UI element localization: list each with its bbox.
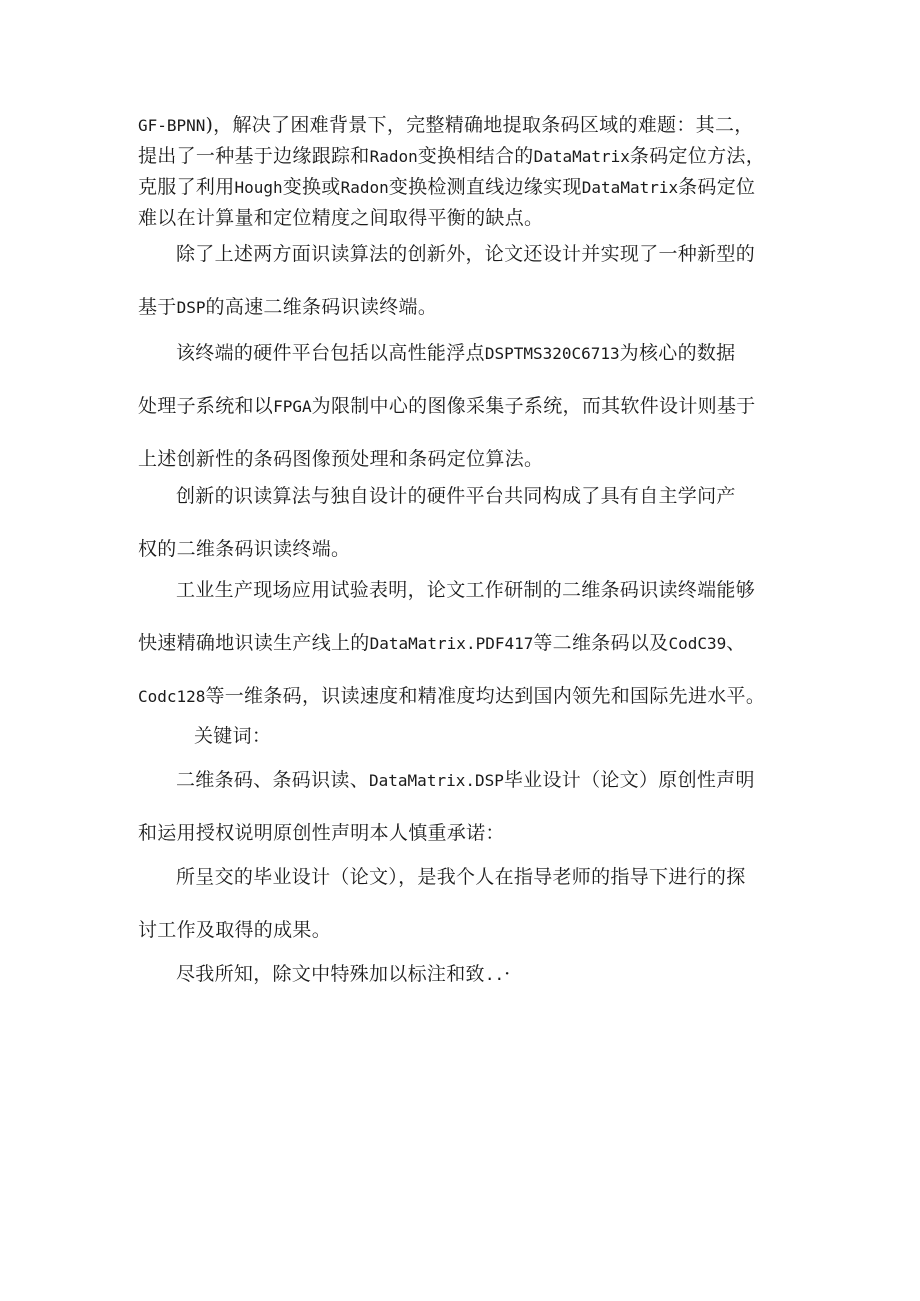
text-line: 和运用授权说明原创性声明本人慎重承诺： [138, 822, 505, 844]
text-line: 基于DSP的高速二维条码识读终端。 [138, 296, 438, 318]
text-line: 权的二维条码识读终端。 [138, 538, 351, 560]
text-line: 工业生产现场应用试验表明，论文工作研制的二维条码识读终端能够 [176, 579, 756, 601]
text-line: 上述创新性的条码图像预处理和条码定位算法。 [138, 448, 544, 470]
paragraph-keywords-declaration [138, 754, 788, 860]
text-line: 该终端的硬件平台包括以高性能浮点DSPTMS320C6713为核心的数据 [176, 342, 736, 364]
paragraph-declaration-body [138, 851, 788, 957]
text-line: 快速精确地识读生产线上的DataMatrix.PDF417等二维条码以及CodC39、 [138, 632, 746, 654]
text-line: GF-BPNN)，解决了困难背景下，完整精确地提取条码区域的难题：其二， [138, 114, 754, 136]
paragraph-abstract-continued [138, 110, 788, 234]
text-line: 二维条码、条码识读、DataMatrix.DSP毕业设计（论文）原创性声明 [176, 769, 755, 791]
paragraph-declaration-truncated [138, 948, 788, 1001]
text-line: 处理子系统和以FPGA为限制中心的图像采集子系统，而其软件设计则基于 [138, 395, 756, 417]
text-line: 关键词： [194, 725, 272, 747]
text-line: 除了上述两方面识读算法的创新外，论文还设计并实现了一种新型的 [176, 243, 756, 265]
text-line: 克服了利用Hough变换或Radon变换检测直线边缘实现DataMatrix条码定位 [138, 176, 756, 198]
paragraph-hardware-platform [138, 327, 788, 486]
text-line: 尽我所知，除文中特殊加以标注和致..· [176, 963, 511, 985]
paragraph-terminal-intro [138, 228, 788, 334]
text-line: 讨工作及取得的成果。 [138, 919, 332, 941]
text-line: 难以在计算量和定位精度之间取得平衡的缺点。 [138, 207, 544, 229]
paragraph-innovation [138, 470, 788, 576]
paragraph-field-test [138, 564, 788, 723]
text-line: 所呈交的毕业设计（论文），是我个人在指导老师的指导下进行的探 [176, 866, 746, 888]
text-line: Codc128等一维条码，识读速度和精准度均达到国内领先和国际先进水平。 [138, 685, 766, 707]
text-line: 提出了一种基于边缘跟踪和Radon变换相结合的DataMatrix条码定位方法， [138, 145, 766, 167]
text-line: 创新的识读算法与独自设计的硬件平台共同构成了具有自主学问产 [176, 485, 736, 507]
